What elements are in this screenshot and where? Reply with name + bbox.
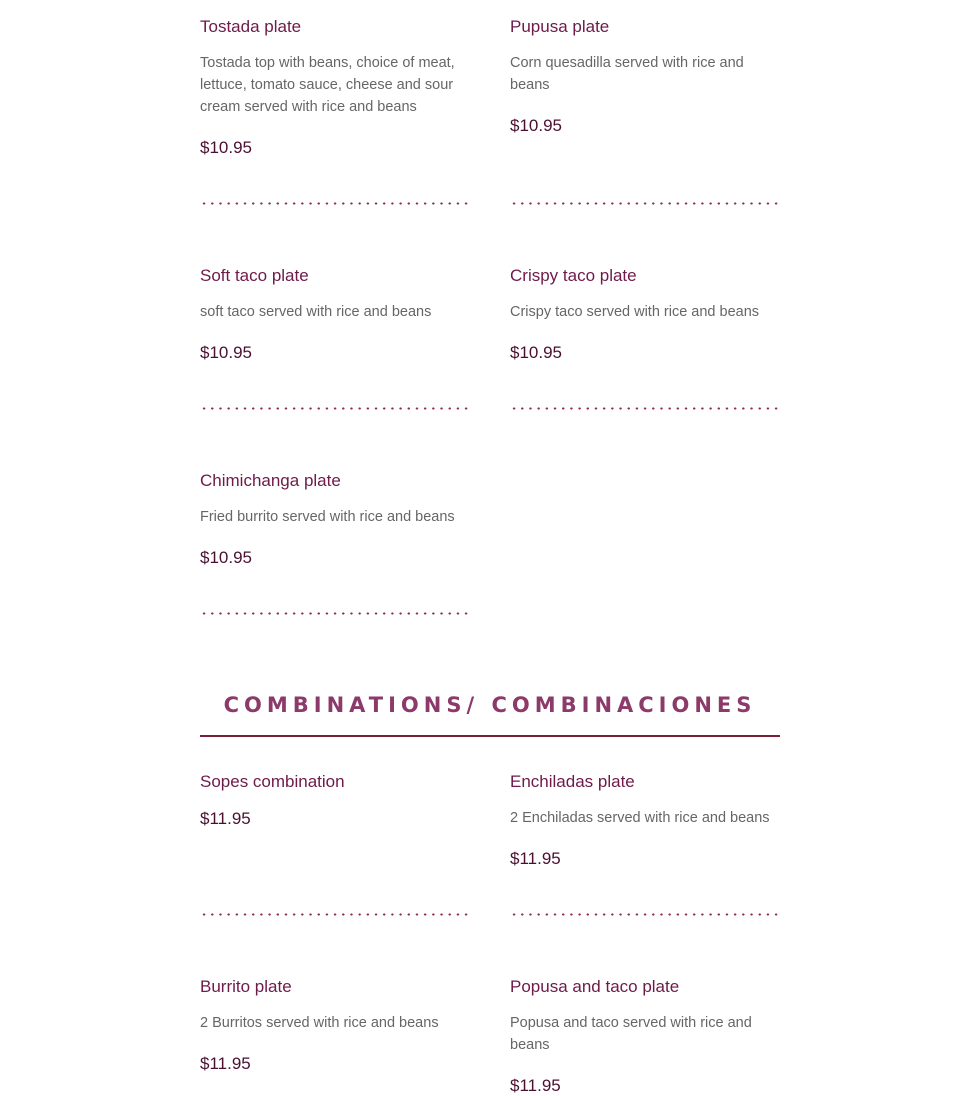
menu-item-price: $11.95 bbox=[200, 809, 251, 828]
menu-item-title: Soft taco plate bbox=[200, 266, 309, 285]
menu-item-price: $11.95 bbox=[200, 1054, 251, 1073]
menu-item-title: Crispy taco plate bbox=[510, 266, 637, 285]
menu-item-price: $10.95 bbox=[200, 343, 252, 362]
menu-item-price: $10.95 bbox=[510, 343, 562, 362]
menu-item-description: Fried burrito served with rice and beans bbox=[200, 509, 455, 525]
menu-item-title: Chimichanga plate bbox=[200, 471, 341, 490]
dotted-divider bbox=[200, 202, 470, 205]
menu-item-price: $10.95 bbox=[510, 116, 562, 135]
menu-item-title: Popusa and taco plate bbox=[510, 977, 680, 996]
menu-item-title: Sopes combination bbox=[200, 772, 345, 791]
menu-item-description: soft taco served with rice and beans bbox=[200, 304, 432, 320]
menu-item-title: Enchiladas plate bbox=[510, 772, 635, 791]
dotted-divider bbox=[510, 913, 780, 916]
menu-item-title: Pupusa plate bbox=[510, 17, 610, 36]
menu-item-description: 2 Enchiladas served with rice and beans bbox=[510, 810, 770, 826]
menu-item-price: $10.95 bbox=[200, 138, 252, 157]
section-heading: COMBINATIONS/ COMBINACIONES bbox=[223, 693, 757, 717]
menu-item-price: $11.95 bbox=[510, 849, 561, 868]
menu-item-description: 2 Burritos served with rice and beans bbox=[200, 1015, 439, 1031]
menu-item-description: Corn quesadilla served with rice and beans bbox=[510, 55, 744, 93]
menu-item-title: Burrito plate bbox=[200, 977, 292, 996]
menu-item-title: Tostada plate bbox=[200, 17, 302, 36]
dotted-divider bbox=[200, 913, 470, 916]
menu-item-description: Crispy taco served with rice and beans bbox=[510, 304, 760, 320]
dotted-divider bbox=[510, 202, 780, 205]
dotted-divider bbox=[200, 407, 470, 410]
menu-item-description: Tostada top with beans, choice of meat, lettuce, tomato sauce, cheese and sour cream served with rice and beans bbox=[200, 55, 455, 115]
dotted-divider bbox=[200, 612, 470, 615]
section-divider bbox=[200, 735, 780, 737]
dotted-divider bbox=[510, 407, 780, 410]
menu-item-price: $11.95 bbox=[510, 1076, 561, 1095]
menu-item-price: $10.95 bbox=[200, 548, 252, 567]
menu-item-description: Popusa and taco served with rice and beans bbox=[510, 1015, 752, 1053]
